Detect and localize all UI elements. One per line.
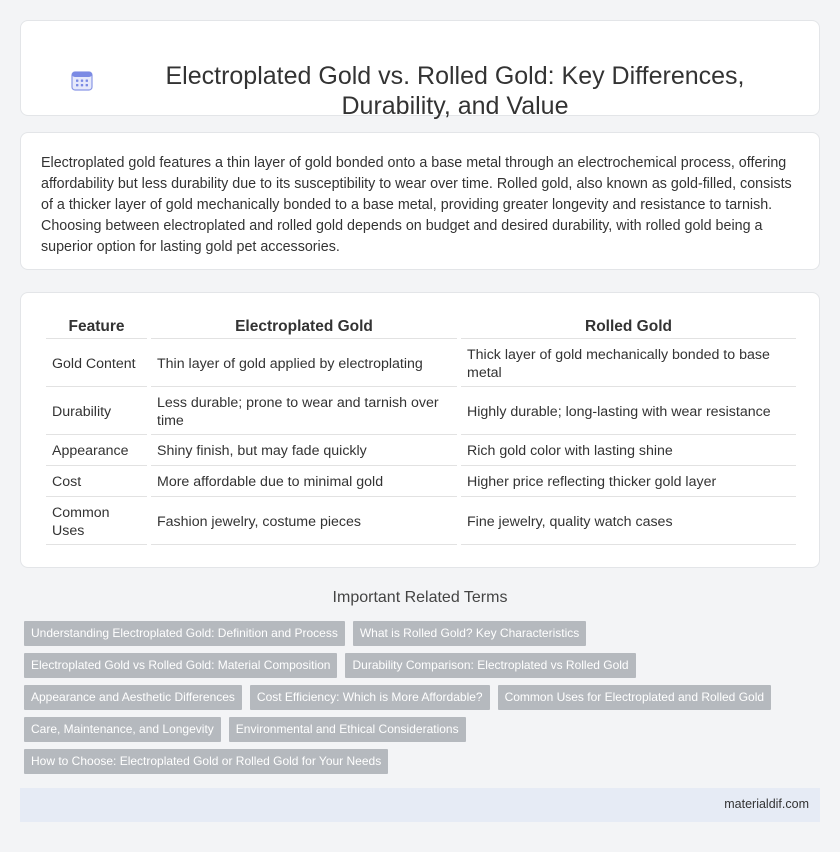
- related-term-tag[interactable]: Appearance and Aesthetic Differences: [24, 685, 242, 710]
- cell-rolled: Thick layer of gold mechanically bonded to base metal: [461, 341, 796, 387]
- tag-row: [24, 653, 804, 678]
- cell-electroplated: Fashion jewelry, costume pieces: [151, 499, 457, 545]
- footer-site-link[interactable]: materialdif.com: [724, 797, 809, 811]
- cell-electroplated: Shiny finish, but may fade quickly: [151, 437, 457, 466]
- calendar-grid-icon: [71, 69, 93, 91]
- table-row: [46, 341, 796, 387]
- related-term-tag[interactable]: How to Choose: Electroplated Gold or Rolled Gold for Your Needs: [24, 749, 388, 774]
- tag-row: [24, 685, 804, 710]
- table-row: [46, 389, 796, 435]
- table-row: [46, 499, 796, 545]
- cell-feature: Appearance: [46, 437, 147, 466]
- related-term-tag[interactable]: What is Rolled Gold? Key Characteristics: [353, 621, 586, 646]
- cell-feature: Durability: [46, 389, 147, 435]
- related-term-tag[interactable]: Care, Maintenance, and Longevity: [24, 717, 221, 742]
- page-title: Electroplated Gold vs. Rolled Gold: Key Differences, Durability, and Value: [165, 62, 745, 120]
- cell-feature: Cost: [46, 468, 147, 497]
- cell-rolled: Fine jewelry, quality watch cases: [461, 499, 796, 545]
- tag-row: [24, 717, 804, 742]
- table-header-row: [46, 315, 796, 339]
- header-rolled: Rolled Gold: [461, 315, 796, 339]
- title-card: [20, 20, 820, 120]
- tag-row: [24, 749, 804, 774]
- cell-electroplated: Less durable; prone to wear and tarnish over time: [151, 389, 457, 435]
- comparison-table-card: [20, 292, 820, 568]
- cell-feature: Common Uses: [46, 499, 147, 545]
- intro-paragraph: Electroplated gold features a thin layer of gold bonded onto a base metal through an electrochemical process, offering affordability but less durability due to its susceptibility to wear over time. Rolled gold, also known as gold-filled, consists of a thicker layer of gold mechanically bonded to a base metal, providing greater longevity and resistance to tarnish. Choosing between electroplated and rolled gold depends on budget and desired durability, with rolled gold being a superior option for lasting gold pet accessories.: [41, 155, 792, 255]
- intro-card: [20, 132, 820, 270]
- related-terms-heading: Important Related Terms: [332, 589, 508, 606]
- tag-row: [24, 621, 804, 646]
- cell-rolled: Rich gold color with lasting shine: [461, 437, 796, 466]
- related-term-tag[interactable]: Environmental and Ethical Considerations: [229, 717, 466, 742]
- table-row: [46, 468, 796, 497]
- related-term-tag[interactable]: Electroplated Gold vs Rolled Gold: Material Composition: [24, 653, 337, 678]
- header-feature: Feature: [46, 315, 147, 339]
- cell-electroplated: Thin layer of gold applied by electroplating: [151, 341, 457, 387]
- cell-rolled: Higher price reflecting thicker gold layer: [461, 468, 796, 497]
- comparison-table: [42, 313, 800, 547]
- footer: [20, 788, 820, 822]
- cell-feature: Gold Content: [46, 341, 147, 387]
- related-term-tag[interactable]: Durability Comparison: Electroplated vs Rolled Gold: [345, 653, 635, 678]
- cell-electroplated: More affordable due to minimal gold: [151, 468, 457, 497]
- related-term-tag[interactable]: Cost Efficiency: Which is More Affordable?: [250, 685, 490, 710]
- related-terms-list: [24, 621, 804, 781]
- related-term-tag[interactable]: Common Uses for Electroplated and Rolled Gold: [498, 685, 771, 710]
- table-row: [46, 437, 796, 466]
- header-electroplated: Electroplated Gold: [151, 315, 457, 339]
- cell-rolled: Highly durable; long-lasting with wear resistance: [461, 389, 796, 435]
- related-term-tag[interactable]: Understanding Electroplated Gold: Definition and Process: [24, 621, 345, 646]
